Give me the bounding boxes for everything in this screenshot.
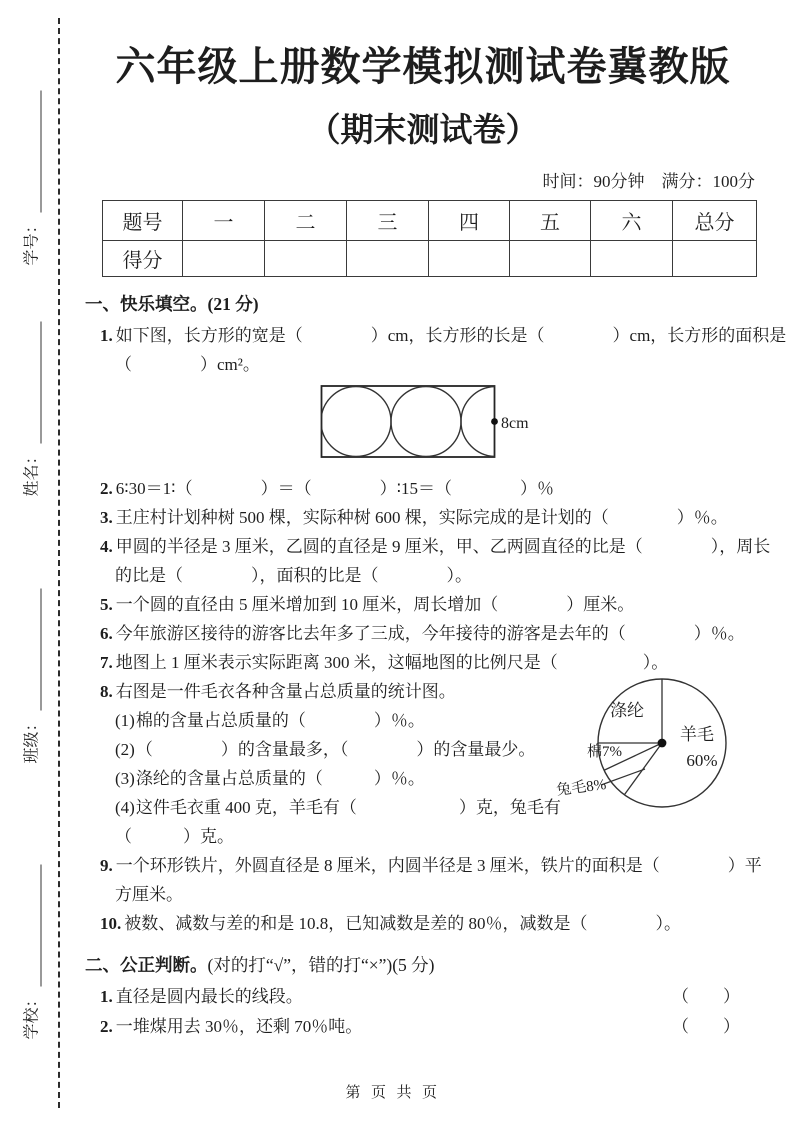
question-2 <box>85 474 761 503</box>
question-8-sub-4-number: (4) <box>115 798 135 817</box>
judgment-1-text: 直径是圆内最长的线段。 <box>115 987 303 1006</box>
rectangle-circles-figure <box>320 384 761 462</box>
question-5-text: 一个圆的直径由 5 厘米增加到 10 厘米，周长增加（ ）厘米。 <box>115 595 635 614</box>
section2-heading-rest: (对的打“√”，错的打“×”)(5 分) <box>207 955 435 975</box>
student-name-field <box>19 321 42 496</box>
question-6-number: 6. <box>100 624 113 643</box>
section2-heading-strong: 二、公正判断。 <box>85 955 208 975</box>
section2-heading <box>85 952 761 977</box>
question-7-number: 7. <box>100 653 113 672</box>
score-col-5: 五 <box>510 201 591 241</box>
pie-label-cotton: 棉7% <box>587 744 622 760</box>
pie-label-polyester: 涤纶 <box>610 701 644 720</box>
student-id-field <box>19 90 42 265</box>
score-table-header-row <box>103 201 757 241</box>
edge-dot-marker <box>491 418 498 425</box>
score-table-score-row <box>103 241 757 277</box>
question-8-sub-1-text: 棉的含量占总质量的（ ）％。 <box>135 711 425 730</box>
figure-dimension-label: 8cm <box>501 415 529 432</box>
question-8-sub-4-text: 这件毛衣重 400 克，羊毛有（ ）克，兔毛有 <box>135 798 561 817</box>
pie-label-rabbit-hair: 兔毛8% <box>555 776 608 799</box>
student-name-label: 姓名： <box>23 448 41 497</box>
question-2-text: 6∶30＝1∶（ ）＝（ ）∶15＝（ ）％ <box>115 479 555 498</box>
question-7 <box>85 648 761 677</box>
score-cell <box>265 241 347 277</box>
student-id-label: 学号： <box>23 217 41 266</box>
score-col-3: 三 <box>347 201 429 241</box>
score-cell <box>183 241 265 277</box>
question-7-text: 地图上 1 厘米表示实际距离 300 米，这幅地图的比例尺是（ ）。 <box>115 653 669 672</box>
student-id-blank <box>38 90 42 212</box>
pie-label-wool-pct: 60% <box>686 751 718 770</box>
class-field <box>19 588 42 763</box>
school-blank <box>38 864 42 986</box>
sweater-composition-pie-chart <box>539 677 761 827</box>
question-4-text: 甲圆的半径是 3 厘米，乙圆的直径是 9 厘米，甲、乙两圆直径的比是（ ），周长 <box>115 537 771 556</box>
judgment-2 <box>85 1012 761 1042</box>
question-4-number: 4. <box>100 537 113 556</box>
score-col-1: 一 <box>183 201 265 241</box>
pie-label-wool: 羊毛 <box>680 725 714 744</box>
question-10-text: 被数、减数与差的和是 10.8，已知减数是差的 80％，减数是（ ）。 <box>124 914 681 933</box>
question-9-text: 一个环形铁片，外圆直径是 8 厘米，内圆半径是 3 厘米，铁片的面积是（ ）平 <box>115 856 762 875</box>
question-5-number: 5. <box>100 595 113 614</box>
judgment-1-number: 1. <box>100 987 113 1006</box>
class-label: 班级： <box>23 715 41 764</box>
judgment-2-text: 一堆煤用去 30％，还剩 70％吨。 <box>115 1017 363 1036</box>
question-6-text: 今年旅游区接待的游客比去年多了三成，今年接待的游客是去年的（ ）％。 <box>115 624 745 643</box>
question-8-sub-4-cont: （ ）克。 <box>115 827 234 846</box>
question-3 <box>85 503 761 532</box>
question-8-sub-2-text: （ ）的含量最多，（ ）的含量最少。 <box>135 740 536 759</box>
school-label: 学校： <box>23 991 41 1040</box>
rectangle-outline <box>322 386 495 457</box>
judgment-2-answer-bracket: （ ） <box>672 1017 740 1036</box>
question-8-sub-3-number: (3) <box>115 769 135 788</box>
score-cell <box>429 241 510 277</box>
question-8-sub-1-number: (1) <box>115 711 135 730</box>
three-circles <box>321 387 531 457</box>
score-row-label: 得分 <box>103 241 183 277</box>
score-col-6: 六 <box>591 201 673 241</box>
question-10 <box>85 909 761 938</box>
score-cell <box>591 241 673 277</box>
score-col-2: 二 <box>265 201 347 241</box>
question-9-number: 9. <box>100 856 113 875</box>
score-col-4: 四 <box>429 201 510 241</box>
class-blank <box>38 588 42 710</box>
judgment-2-number: 2. <box>100 1017 113 1036</box>
school-field <box>19 864 42 1039</box>
question-1-text: 如下图，长方形的宽是（ ）cm，长方形的长是（ ）cm，长方形的面积是 <box>115 326 787 345</box>
score-table-corner: 题号 <box>103 201 183 241</box>
judgment-1 <box>85 982 761 1012</box>
question-3-number: 3. <box>100 508 113 527</box>
question-8-sub-2-number: (2) <box>115 740 135 759</box>
question-1-line-2: （ ）cm²。 <box>115 355 260 374</box>
question-2-number: 2. <box>100 479 113 498</box>
question-9-line-2: 方厘米。 <box>115 885 183 904</box>
page-subtitle: （期末测试卷） <box>307 111 539 148</box>
question-8-sub-3-text: 涤纶的含量占总质量的（ ）％。 <box>135 769 425 788</box>
student-name-blank <box>38 321 42 443</box>
score-cell <box>673 241 757 277</box>
question-8-text: 右图是一件毛衣各种含量占总质量的统计图。 <box>115 682 456 701</box>
question-1-line-1 <box>85 321 787 350</box>
question-9-line-1 <box>85 851 761 880</box>
score-cell <box>347 241 429 277</box>
question-1-number: 1. <box>100 326 113 345</box>
question-5 <box>85 590 761 619</box>
page-title: 六年级上册数学模拟测试卷冀教版 <box>115 45 731 89</box>
question-4-line-1 <box>85 532 771 561</box>
question-3-text: 王庄村计划种树 500 棵，实际种树 600 棵，实际完成的是计划的（ ）％。 <box>115 508 728 527</box>
score-table <box>102 200 757 277</box>
judgment-1-answer-bracket: （ ） <box>672 987 740 1006</box>
score-col-total: 总分 <box>673 201 757 241</box>
paper-content <box>85 0 787 1042</box>
fold-dashed-line <box>58 18 60 1108</box>
section1-heading: 一、快乐填空。(21 分) <box>85 294 259 314</box>
question-8-number: 8. <box>100 682 113 701</box>
question-6 <box>85 619 761 648</box>
exam-meta: 时间：90分钟 满分：100分 <box>542 172 755 191</box>
question-10-number: 10. <box>100 914 122 933</box>
question-4-line-2: 的比是（ ），面积的比是（ ）。 <box>115 566 472 585</box>
score-cell <box>510 241 591 277</box>
page-footer: 第页共页 <box>345 1085 448 1101</box>
